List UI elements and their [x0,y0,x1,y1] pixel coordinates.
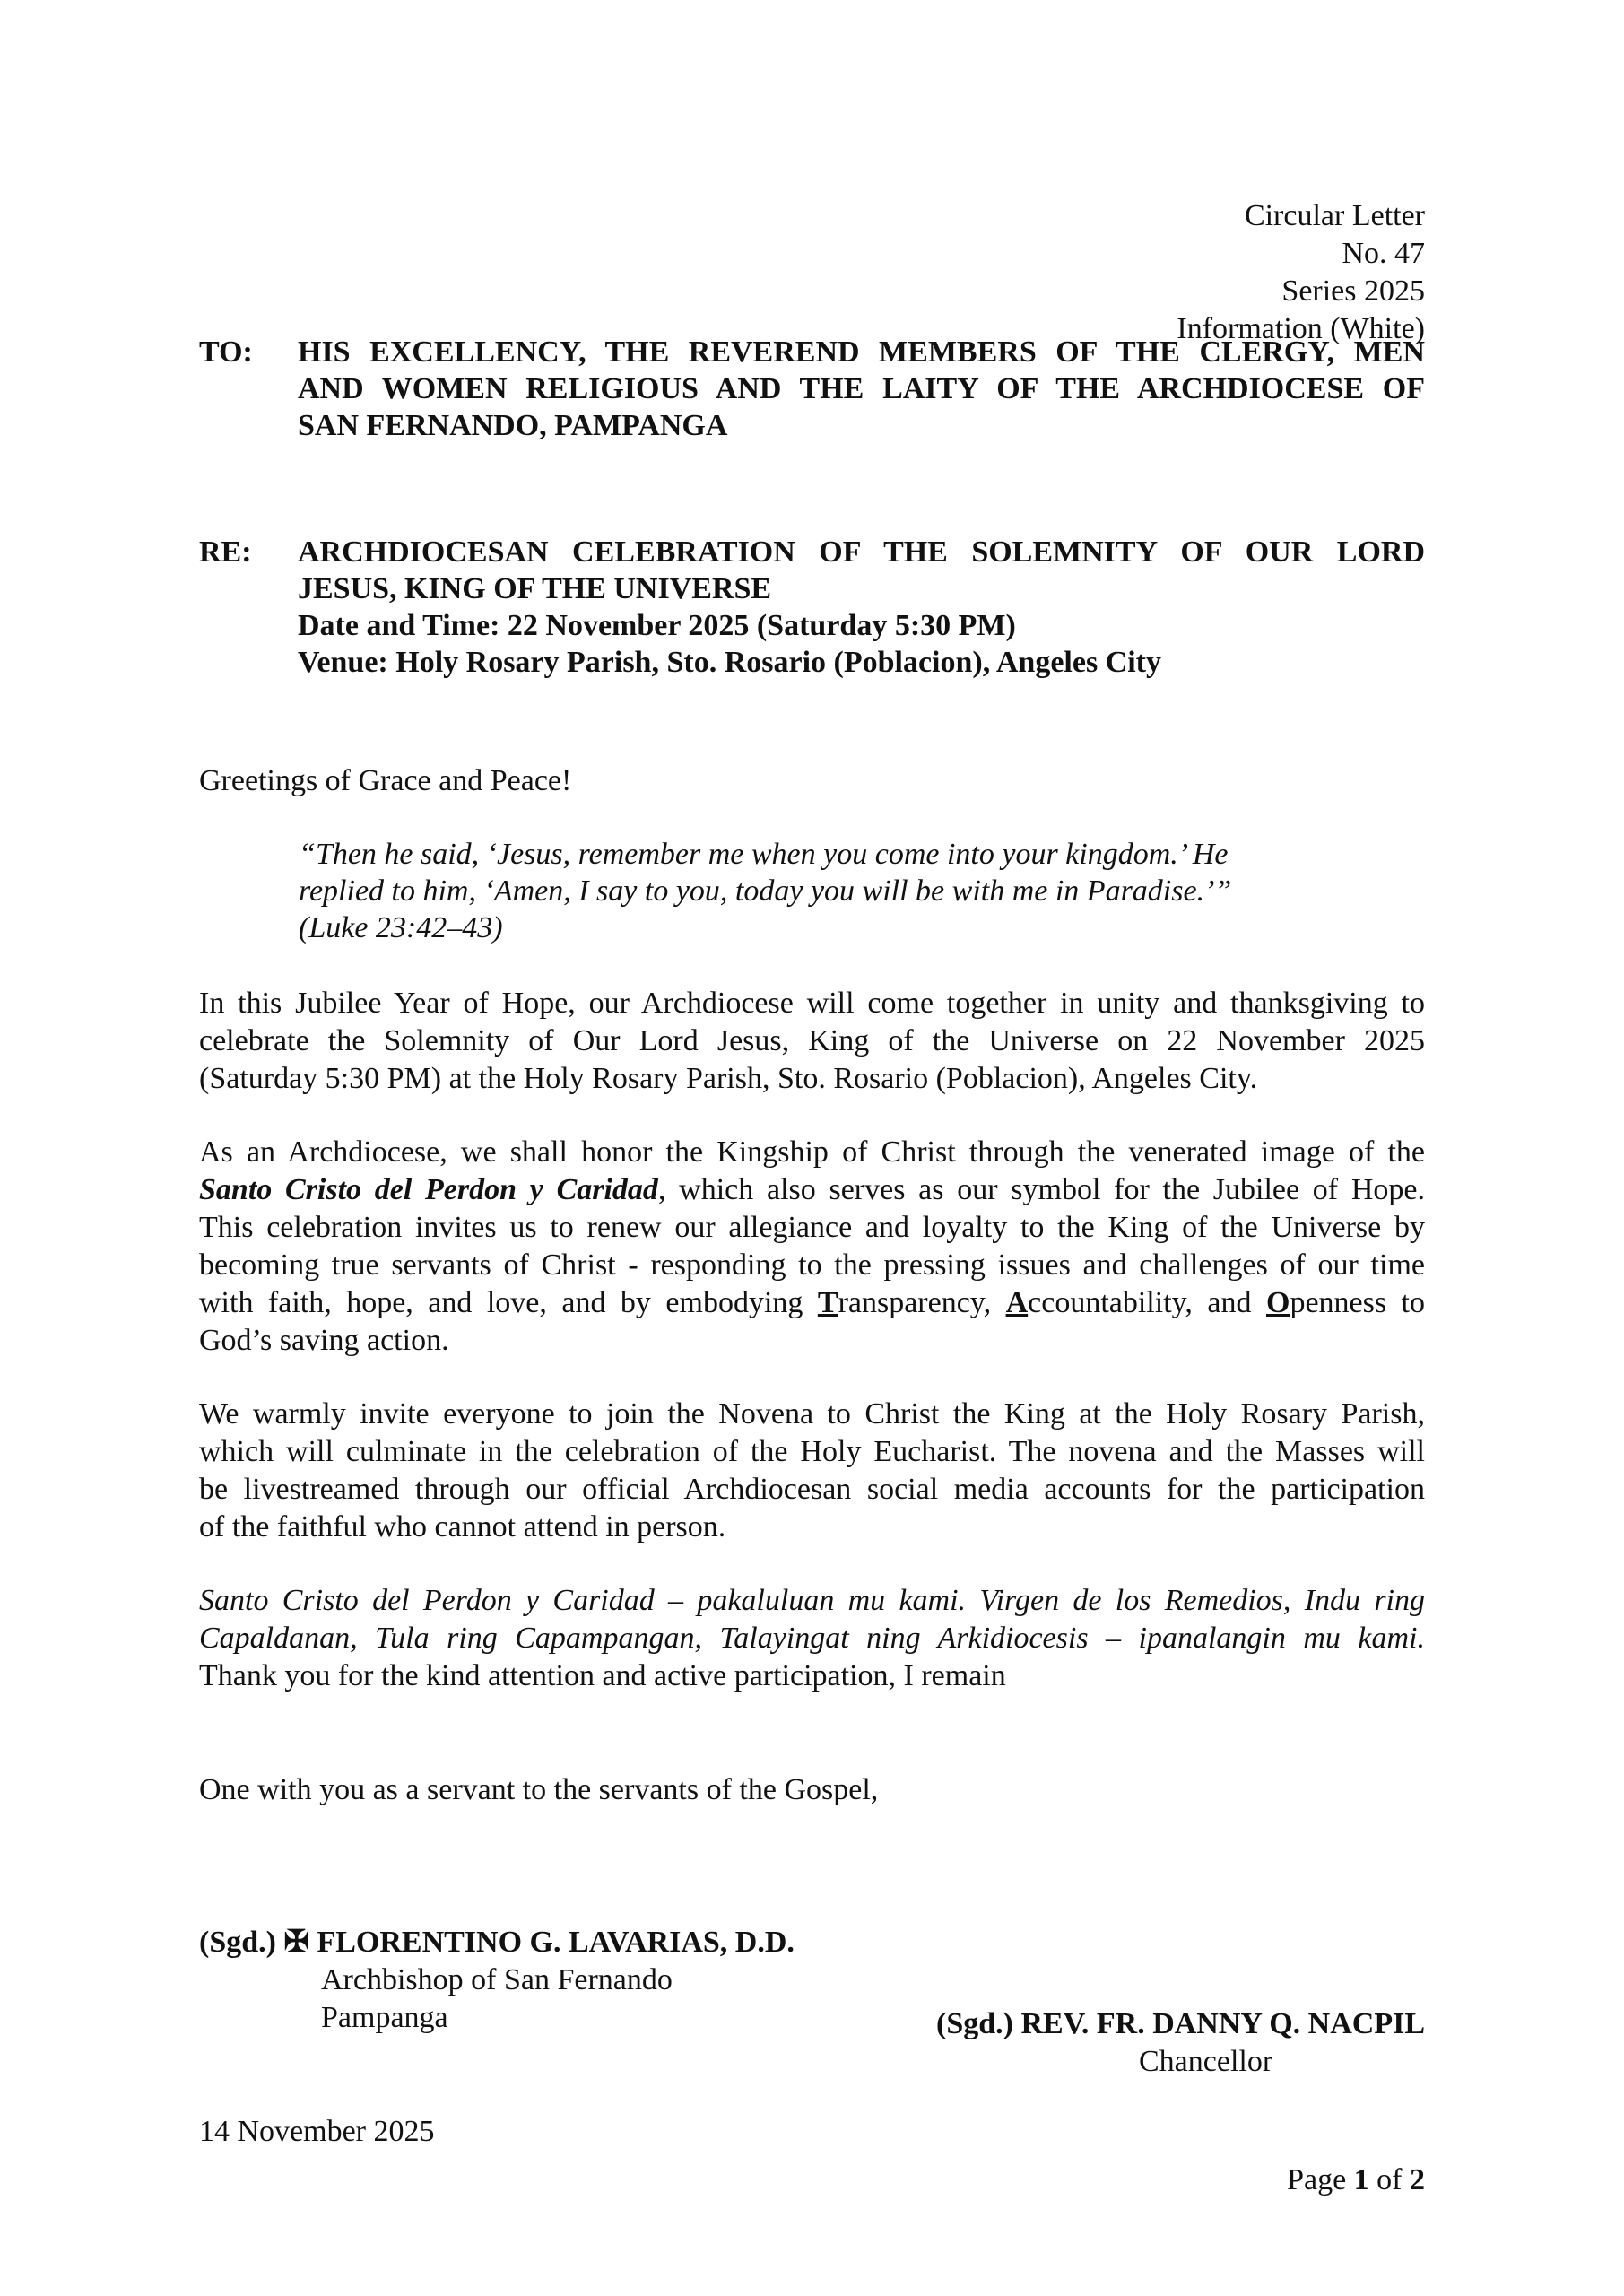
header-line-title: Circular Letter [1244,199,1425,232]
header-line-classification: Information (White) [1177,312,1425,345]
circular-header [1177,197,1425,348]
header-line-series: Series 2025 [1281,274,1425,308]
archbishop-signature: (Sgd.) ✠ FLORENTINO G. LAVARIAS, D.D. [199,1926,795,1959]
re-date-time: Date and Time: 22 November 2025 (Saturday 5:30 PM) [298,609,1016,642]
paragraph-prayer [199,1582,1425,1695]
chancellor-signature: (Sgd.) REV. FR. DANNY Q. NACPIL [936,2007,1425,2040]
closing-line: One with you as a servant to the servants of the Gospel, [199,1773,879,1806]
chancellor-title: Chancellor [1139,2045,1273,2078]
to-line: SAN FERNANDO, PAMPANGA [298,409,728,442]
to-label: TO: [199,335,253,369]
acronym-letter-o: O [1265,1286,1290,1319]
archbishop-title: Archbishop of San Fernando [321,1963,673,1996]
archbishop-location: Pampanga [321,2001,448,2034]
image-name-emphasis: Santo Cristo del Perdon y Caridad [199,1173,658,1206]
header-line-number: No. 47 [1342,237,1425,270]
re-subject [298,534,1425,681]
current-page: 1 [1353,2163,1369,2196]
thanks-line: Thank you for the kind attention and active participation, I remain [199,1659,1006,1692]
paragraph-line: be livestreamed through our official Archdiocesan social media accounts for the participation [199,1473,1425,1506]
quote-citation: (Luke 23:42–43) [299,911,503,944]
to-recipients [298,334,1425,444]
paragraph-intro [199,985,1425,1098]
scripture-quote [299,836,1357,946]
greeting: Greetings of Grace and Peace! [199,764,572,797]
total-pages: 2 [1410,2163,1425,2196]
paragraph-line: of the faithful who cannot attend in person. [199,1510,726,1544]
paragraph-line: As an Archdiocese, we shall honor the Kingship of Christ through the venerated image of the [199,1135,1425,1169]
paragraph-line: We warmly invite everyone to join the Novena to Christ the King at the Holy Rosary Parish, [199,1397,1425,1431]
paragraph-line: Santo Cristo del Perdon y Caridad, which also serves as our symbol for the Jubilee of Hope. [199,1173,1425,1206]
quote-line: replied to him, ‘Amen, I say to you, today you will be with me in Paradise.’” [299,874,1232,908]
re-block [199,534,1425,681]
re-line: JESUS, KING OF THE UNIVERSE [298,572,772,605]
paragraph-novena [199,1396,1425,1546]
paragraph-kingship [199,1134,1425,1360]
acronym-letter-a: A [1005,1286,1029,1319]
re-line: ARCHDIOCESAN CELEBRATION OF THE SOLEMNITY OF OUR LORD [298,535,1425,569]
paragraph-line: In this Jubilee Year of Hope, our Archdiocese will come together in unity and thanksgiving to [199,987,1425,1020]
paragraph-line: This celebration invites us to renew our allegiance and loyalty to the King of the Universe by [199,1211,1425,1244]
acronym-letter-t: T [817,1286,838,1319]
paragraph-line: (Saturday 5:30 PM) at the Holy Rosary Parish, Sto. Rosario (Poblacion), Angeles City. [199,1062,1258,1095]
re-label: RE: [199,535,252,569]
to-block [199,334,1425,444]
letter-date: 14 November 2025 [199,2115,435,2148]
to-line: HIS EXCELLENCY, THE REVEREND MEMBERS OF THE CLERGY, MEN [298,335,1425,369]
paragraph-line: becoming true servants of Christ - responding to the pressing issues and challenges of our time [199,1248,1425,1282]
paragraph-line: God’s saving action. [199,1324,449,1357]
quote-line: “Then he said, ‘Jesus, remember me when you come into your kingdom.’ He [299,838,1229,871]
paragraph-line: celebrate the Solemnity of Our Lord Jesus, King of the Universe on 22 November 2025 [199,1024,1425,1057]
paragraph-line: with faith, hope, and love, and by embodying Transparency, Accountability, and Openness to [199,1286,1426,1319]
re-venue: Venue: Holy Rosary Parish, Sto. Rosario (Poblacion), Angeles City [298,646,1162,679]
prayer-line: Santo Cristo del Perdon y Caridad – pakaluluan mu kami. Virgen de los Remedios, Indu ring [199,1584,1425,1617]
paragraph-line: which will culminate in the celebration of the Holy Eucharist. The novena and the Masses will [199,1435,1425,1468]
prayer-line: Capaldanan, Tula ring Capampangan, Talayingat ning Arkidiocesis – ipanalangin mu kami. [199,1622,1425,1655]
to-line: AND WOMEN RELIGIOUS AND THE LAITY OF THE ARCHDIOCESE OF [298,372,1425,405]
page-number: Page 1 of 2 [1287,2163,1425,2196]
